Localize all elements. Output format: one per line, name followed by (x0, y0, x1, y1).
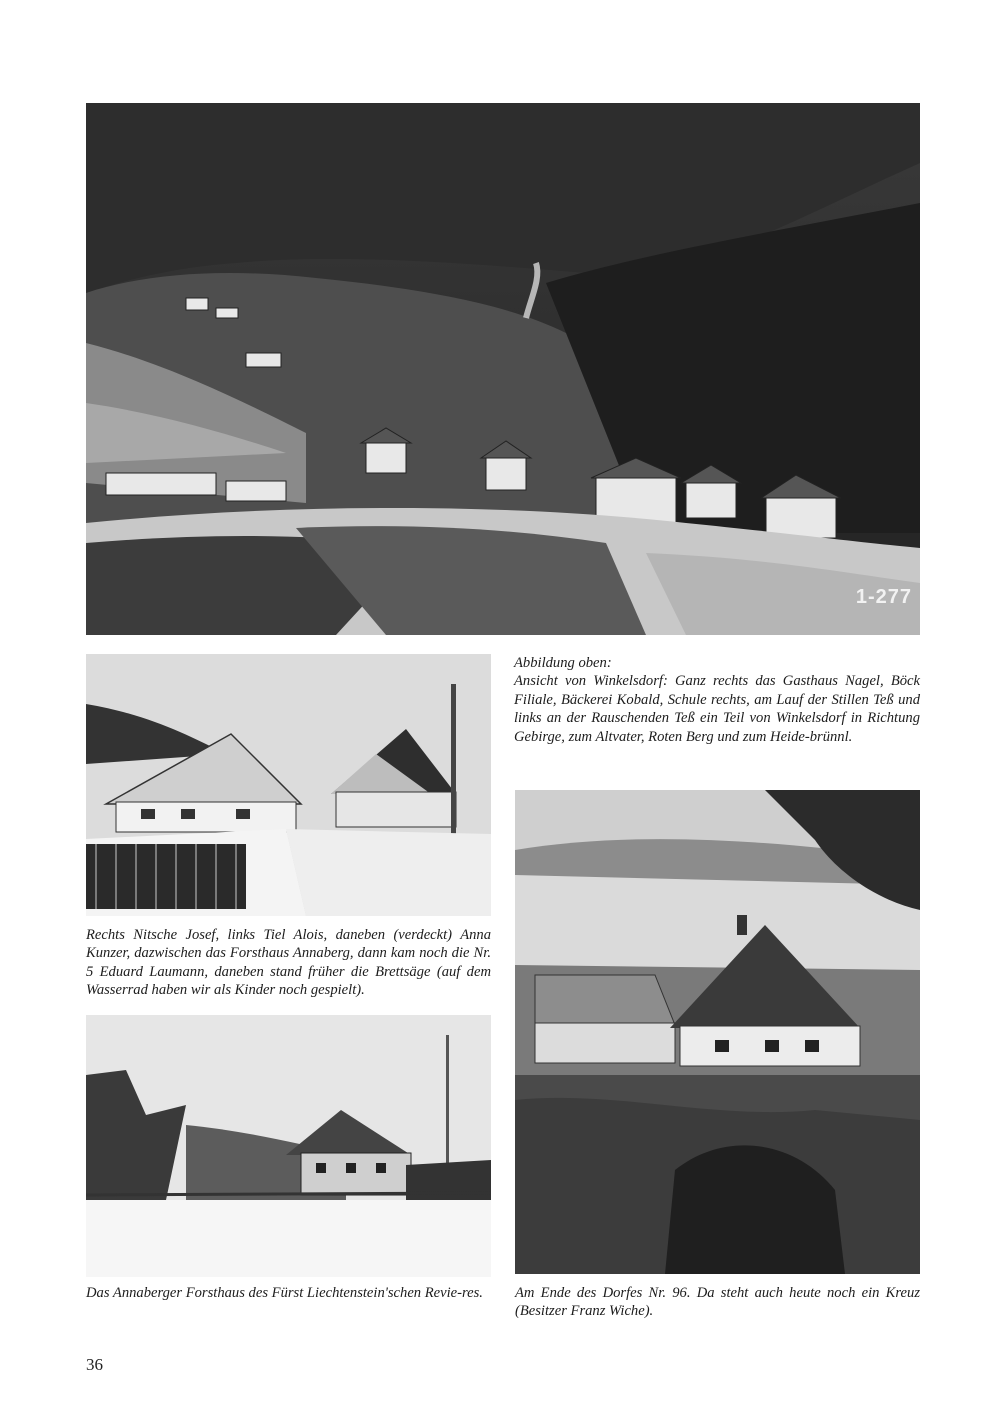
photo-archive-number: 1-277 (855, 586, 912, 608)
photo-dorf-nr-96 (515, 790, 920, 1274)
caption-top-photo (514, 654, 920, 746)
caption-winter-street: Rechts Nitsche Josef, links Tiel Alois, daneben (verdeckt) Anna Kunzer, dazwischen das Forsthaus Annaberg, dann kam noch die Nr. 5 Eduard Laumann, daneben stand früher die Brettsäge (auf dem Wasserrad haben wir als Kinder noch gespielt). (86, 927, 491, 999)
forsthaus-illustration (86, 1015, 491, 1277)
winter-street-illustration (86, 654, 491, 916)
caption-annaberger-forsthaus: Das Annaberger Forsthaus des Fürst Liechtenstein'schen Revie-res. (86, 1285, 483, 1301)
caption-top-heading: Abbildung oben: (514, 655, 612, 671)
caption-dorf-nr-96: Am Ende des Dorfes Nr. 96. Da steht auch heute noch ein Kreuz (Besitzer Franz Wiche). (515, 1285, 920, 1320)
page-number: 36 (86, 1355, 103, 1374)
photo-annaberger-forsthaus (86, 1015, 491, 1277)
dorf-nr-96-illustration (515, 790, 920, 1274)
photo-winkelsdorf-panorama (86, 103, 920, 635)
photo-winter-street (86, 654, 491, 916)
caption-top-text: Ansicht von Winkelsdorf: Ganz rechts das Gasthaus Nagel, Böck Filiale, Bäckerei Kobald, Schule rechts, am Lauf der Stillen Teß und links an der Rauschenden Teß ein Teil von Winkelsdorf in Richtung Gebirge, zum Altvater, Roten Berg und zum Heide-brünnl. (514, 673, 920, 745)
panorama-illustration (86, 103, 920, 635)
